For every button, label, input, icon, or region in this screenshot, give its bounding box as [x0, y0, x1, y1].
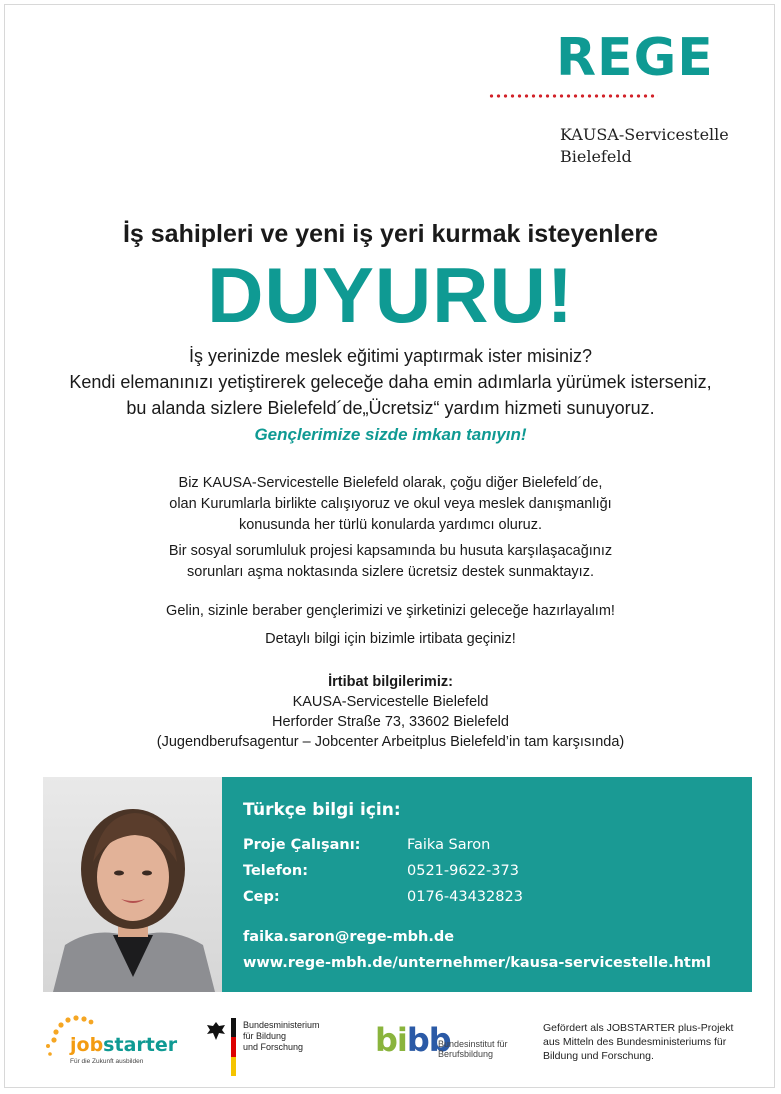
info-label: Proje Çalışanı:	[243, 837, 361, 853]
paragraph-2	[0, 541, 781, 583]
paragraph-2-line-2: sorunları aşma noktasında sizlere ücretsiz destek sunmaktayız.	[187, 564, 594, 580]
contact-line-1: KAUSA-Servicestelle Bielefeld	[292, 694, 489, 710]
bibb-line-2: Berufsbildung	[438, 1049, 494, 1059]
contact-title: İrtibat bilgilerimiz:	[328, 674, 453, 690]
bmbf-line-2: für Bildung	[243, 1031, 287, 1041]
funding-note-line-3: Bildung und Forschung.	[543, 1050, 654, 1062]
logo-dotted-line	[488, 94, 658, 98]
jobstarter-word-a: job	[70, 1034, 104, 1056]
info-row-phone	[243, 858, 711, 884]
info-row-project	[243, 832, 711, 858]
info-panel-content	[243, 800, 711, 976]
bibb-logo	[375, 1021, 525, 1066]
info-panel-title: Türkçe bilgi için:	[243, 800, 401, 820]
bibb-line-1: Bundesinstitut für	[438, 1039, 508, 1049]
phone-link[interactable]: 0521-9622-373	[407, 863, 519, 879]
info-label: Cep:	[243, 889, 280, 905]
jobstarter-word-b: starter	[103, 1034, 178, 1056]
logo-subtitle-line1: KAUSA-Servicestelle	[560, 125, 729, 144]
headline-sub: İş sahipleri ve yeni iş yeri kurmak isteyenlere	[122, 220, 659, 248]
intro-line-3: bu alanda sizlere Bielefeld´de„Ücretsiz“ yardım hizmeti sunuyoruz.	[126, 398, 655, 418]
info-label: Telefon:	[243, 863, 308, 879]
intro-line-2: Kendi elemanınızı yetiştirerek geleceğe daha emin adımlarla yürümek isterseniz,	[69, 372, 712, 392]
bmbf-text	[243, 1020, 320, 1053]
paragraph-3: Gelin, sizinle beraber gençlerimizi ve şirketinizi geleceğe hazırlayalım!	[166, 603, 615, 619]
info-value: Faika Saron	[407, 837, 491, 853]
contact-line-3: (Jugendberufsagentur – Jobcenter Arbeitplus Bielefeld’in tam karşısında)	[156, 734, 625, 750]
bmbf-line-3: und Forschung	[243, 1042, 304, 1052]
bibb-text	[438, 1039, 508, 1059]
paragraph-1-line-1: Biz KAUSA-Servicestelle Bielefeld olarak, çoğu diğer Bielefeld´de,	[178, 475, 603, 491]
info-links	[243, 924, 711, 976]
funding-note	[543, 1021, 758, 1063]
bmbf-line-1: Bundesministerium	[243, 1020, 320, 1030]
bibb-word-b: bb	[406, 1021, 451, 1059]
paragraph-2-line-1: Bir sosyal sorumluluk projesi kapsamında bu husuta karşılaşacağınız	[168, 543, 613, 559]
headline-main: DUYURU!	[207, 251, 574, 339]
funding-note-line-1: Gefördert als JOBSTARTER plus-Projekt	[543, 1022, 734, 1034]
portrait-illustration	[43, 777, 222, 992]
german-flag-bar	[231, 1018, 236, 1076]
website-link[interactable]: www.rege-mbh.de/unternehmer/kausa-servicestelle.html	[243, 955, 711, 971]
mobile-link[interactable]: 0176-43432823	[407, 889, 523, 905]
paragraph-1	[0, 473, 781, 536]
portrait-photo	[43, 777, 222, 992]
logo-wordmark: REGE	[556, 28, 714, 88]
logo-subtitle	[560, 124, 729, 168]
paragraph-1-line-3: konusunda her türlü konularda yardımcı oluruz.	[238, 517, 543, 533]
funding-note-line-2: aus Mitteln des Bundesministeriums für	[543, 1036, 727, 1048]
contact-block	[0, 672, 781, 752]
paragraph-1-line-2: olan Kurumlarla birlikte calışıyoruz ve okul veya meslek danışmanlığı	[169, 496, 612, 512]
jobstarter-wordmark	[70, 1034, 177, 1056]
intro-line-1: İş yerinizde meslek eğitimi yaptırmak ister misiniz?	[188, 346, 593, 366]
logo-subtitle-line2: Bielefeld	[560, 147, 632, 166]
bibb-word-a: bi	[375, 1021, 407, 1059]
federal-eagle-icon	[205, 1020, 227, 1042]
contact-line-2: Herforder Straße 73, 33602 Bielefeld	[272, 714, 509, 730]
jobstarter-logo	[40, 1010, 178, 1070]
jobstarter-tagline: Für die Zukunft ausbilden	[70, 1058, 144, 1065]
slogan: Gençlerimize sizde imkan tanıyın!	[254, 425, 527, 444]
rege-logo	[556, 30, 746, 98]
info-row-mobile	[243, 884, 711, 910]
intro-text	[0, 343, 781, 421]
email-link[interactable]: faika.saron@rege-mbh.de	[243, 929, 455, 945]
bmbf-logo	[203, 1018, 343, 1078]
paragraph-4: Detaylı bilgi için bizimle irtibata geçiniz!	[265, 631, 516, 647]
